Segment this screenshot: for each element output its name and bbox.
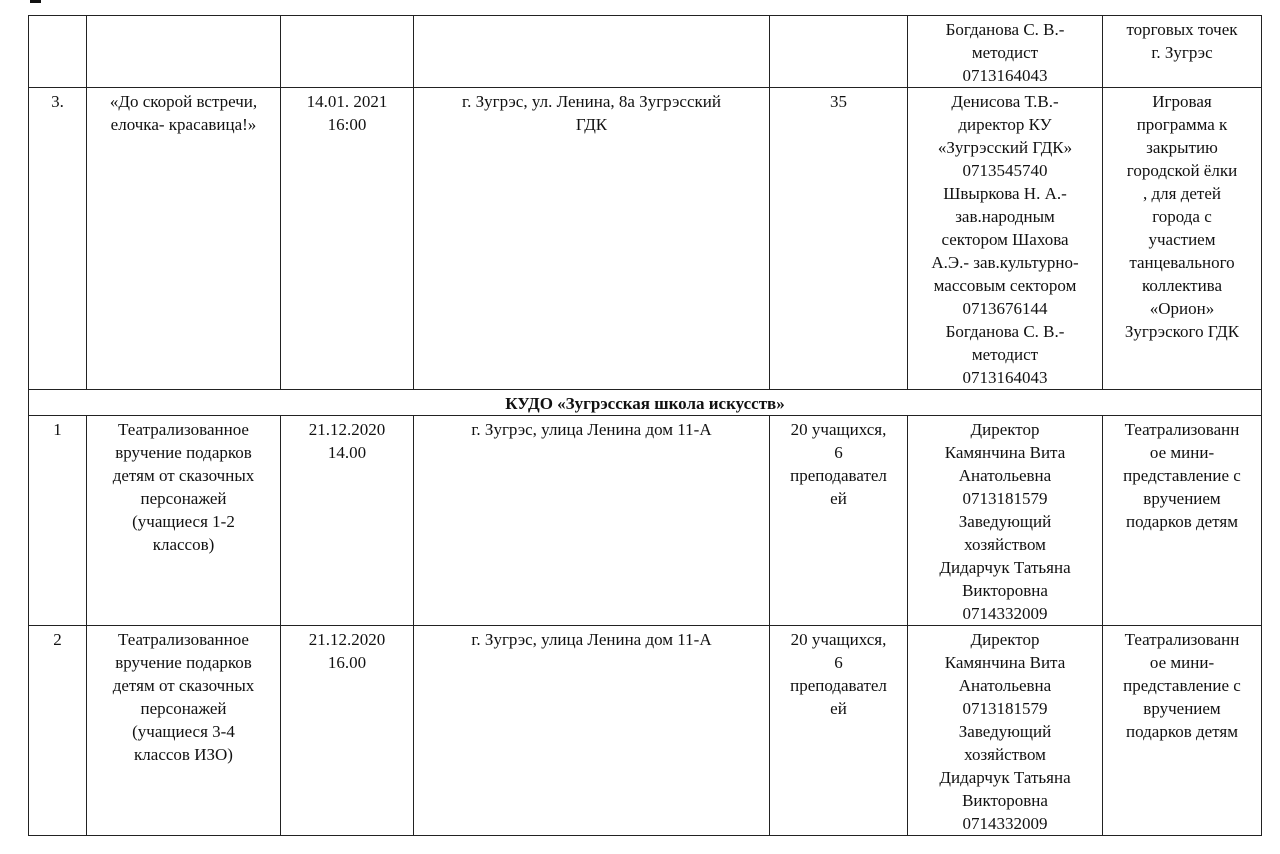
cell-line: 20 учащихся, — [790, 420, 887, 439]
cell-line: методист — [971, 345, 1039, 364]
cell-line: классов ИЗО) — [134, 745, 233, 764]
cell-line: закрытию — [1146, 138, 1218, 157]
cell-line: Богданова С. В.- — [945, 322, 1065, 341]
cell-line: детям от сказочных — [112, 676, 255, 695]
cell-responsible — [908, 88, 1103, 390]
cell-line: (учащиеся 1-2 — [132, 512, 235, 531]
events-table — [28, 15, 1262, 836]
cell-line: 0714332009 — [962, 604, 1048, 623]
cell-line: Театрализованн — [1124, 420, 1240, 439]
cell-number: 1 — [29, 416, 87, 626]
cell-datetime — [281, 16, 414, 88]
events-table-body — [29, 16, 1262, 836]
cell-line: Дидарчук Татьяна — [939, 768, 1071, 787]
cell-line: (учащиеся 3-4 — [132, 722, 235, 741]
cell-responsible — [908, 626, 1103, 836]
cell-line: г. Зугрэс, улица Ленина дом 11-А — [471, 630, 712, 649]
cell-line: торговых точек — [1126, 20, 1238, 39]
cell-description — [1103, 626, 1262, 836]
cell-line: 0713164043 — [962, 368, 1048, 387]
cell-count — [770, 416, 908, 626]
cell-line: 14.01. 2021 — [306, 92, 388, 111]
cell-number — [29, 16, 87, 88]
cell-title — [87, 88, 281, 390]
cell-count — [770, 626, 908, 836]
cell-line: Анатольевна — [958, 676, 1052, 695]
cell-line: вручение подарков — [115, 443, 252, 462]
cell-line: Анатольевна — [958, 466, 1052, 485]
cell-datetime — [281, 626, 414, 836]
cell-line: 21.12.2020 — [308, 630, 386, 649]
cell-line: программа к — [1136, 115, 1228, 134]
cell-line: вручением — [1143, 489, 1221, 508]
cell-line: Заведующий — [958, 722, 1052, 741]
cell-line: вручением — [1143, 699, 1221, 718]
cell-line: 0713545740 — [962, 161, 1048, 180]
cell-line: «Зугрэсский ГДК» — [937, 138, 1073, 157]
cell-line: Театрализованн — [1124, 630, 1240, 649]
cell-line: 6 — [834, 653, 843, 672]
cell-line: представление с — [1123, 676, 1241, 695]
cell-line: преподавател — [790, 466, 887, 485]
table-row — [29, 16, 1262, 88]
cell-line: 16.00 — [327, 653, 367, 672]
cell-line: танцевального — [1129, 253, 1235, 272]
cell-number: 2 — [29, 626, 87, 836]
cell-line: Театрализованное — [118, 630, 249, 649]
cell-number: 3. — [29, 88, 87, 390]
cell-line: сектором Шахова — [941, 230, 1069, 249]
cell-line: Камянчина Вита — [944, 653, 1066, 672]
cell-line: ей — [830, 699, 847, 718]
cell-line: , для детей — [1143, 184, 1221, 203]
cell-line: участием — [1148, 230, 1216, 249]
cell-line: Игровая — [1152, 92, 1212, 111]
cell-line: Директор — [970, 420, 1040, 439]
table-row — [29, 626, 1262, 836]
table-row — [29, 88, 1262, 390]
cell-line: хозяйством — [964, 535, 1046, 554]
cell-line: преподавател — [790, 676, 887, 695]
cell-description — [1103, 416, 1262, 626]
cell-line: персонажей — [140, 699, 227, 718]
cell-line: массовым сектором — [933, 276, 1077, 295]
cell-line: городской ёлки — [1126, 161, 1238, 180]
cell-place — [414, 88, 770, 390]
cell-line: г. Зугрэс — [1151, 43, 1213, 62]
cell-description — [1103, 88, 1262, 390]
cell-line: 14.00 — [327, 443, 367, 462]
cell-line: 16:00 — [327, 115, 367, 134]
cell-line: Викторовна — [962, 581, 1048, 600]
cell-place — [414, 16, 770, 88]
cell-count — [770, 16, 908, 88]
cell-line: вручение подарков — [115, 653, 252, 672]
cell-title — [87, 626, 281, 836]
cell-line: Денисова Т.В.- — [951, 92, 1059, 111]
cell-line: зав.народным — [955, 207, 1055, 226]
cell-line: классов) — [152, 535, 215, 554]
page-corner-mark — [30, 0, 41, 3]
cell-place — [414, 626, 770, 836]
cell-line: Камянчина Вита — [944, 443, 1066, 462]
cell-line: персонажей — [140, 489, 227, 508]
cell-responsible — [908, 416, 1103, 626]
cell-responsible — [908, 16, 1103, 88]
cell-line: детям от сказочных — [112, 466, 255, 485]
cell-line: Зугрэского ГДК — [1124, 322, 1240, 341]
cell-title — [87, 416, 281, 626]
cell-place — [414, 416, 770, 626]
cell-line: города с — [1152, 207, 1212, 226]
section-title: КУДО «Зугрэсская школа искусств» — [29, 390, 1262, 416]
cell-line: 21.12.2020 — [308, 420, 386, 439]
cell-line: елочка- красавица!» — [110, 115, 257, 134]
cell-line: методист — [971, 43, 1039, 62]
cell-line: 6 — [834, 443, 843, 462]
cell-line: директор КУ — [958, 115, 1052, 134]
cell-line: представление с — [1123, 466, 1241, 485]
cell-line: подарков детям — [1126, 512, 1238, 531]
cell-title — [87, 16, 281, 88]
cell-line: Дидарчук Татьяна — [939, 558, 1071, 577]
cell-line: Театрализованное — [118, 420, 249, 439]
cell-line: 0713181579 — [962, 699, 1048, 718]
cell-line: г. Зугрэс, улица Ленина дом 11-А — [471, 420, 712, 439]
section-row — [29, 390, 1262, 416]
cell-line: Викторовна — [962, 791, 1048, 810]
cell-line: Богданова С. В.- — [945, 20, 1065, 39]
cell-line: 0713164043 — [962, 66, 1048, 85]
cell-line: «Орион» — [1149, 299, 1215, 318]
cell-line: 0713181579 — [962, 489, 1048, 508]
cell-line: ое мини- — [1149, 443, 1215, 462]
cell-line: 0713676144 — [962, 299, 1048, 318]
table-row — [29, 416, 1262, 626]
cell-line: г. Зугрэс, ул. Ленина, 8а Зугрэсский — [462, 92, 721, 111]
cell-line: «До скорой встречи, — [109, 92, 258, 111]
cell-line: подарков детям — [1126, 722, 1238, 741]
cell-datetime — [281, 416, 414, 626]
cell-line: Директор — [970, 630, 1040, 649]
cell-line: 35 — [830, 92, 847, 111]
cell-datetime — [281, 88, 414, 390]
cell-line: ое мини- — [1149, 653, 1215, 672]
cell-line: 20 учащихся, — [790, 630, 887, 649]
cell-line: коллектива — [1141, 276, 1223, 295]
cell-line: 0714332009 — [962, 814, 1048, 833]
cell-count — [770, 88, 908, 390]
cell-line: Швыркова Н. А.- — [943, 184, 1067, 203]
cell-line: ей — [830, 489, 847, 508]
cell-line: хозяйством — [964, 745, 1046, 764]
cell-line: Заведующий — [958, 512, 1052, 531]
cell-description — [1103, 16, 1262, 88]
cell-line: ГДК — [575, 115, 608, 134]
cell-line: А.Э.- зав.культурно- — [931, 253, 1079, 272]
